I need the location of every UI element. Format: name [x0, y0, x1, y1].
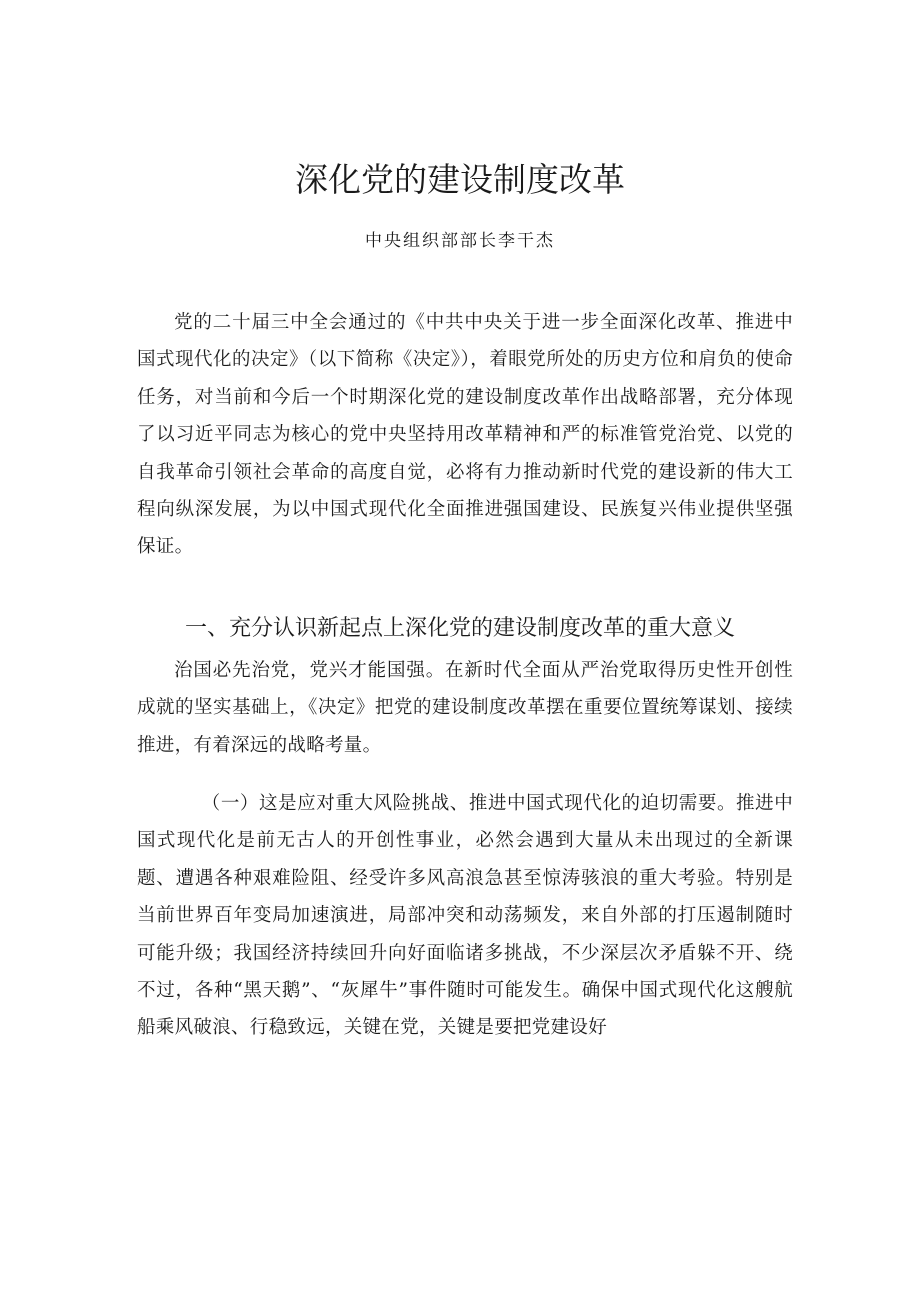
document-title: 深化党的建设制度改革 [295, 160, 625, 199]
intro-paragraph: 党的二十届三中全会通过的《中共中央关于进一步全面深化改革、推进中国式现代化的决定》（以下简称《决定》），着眼党所处的历史方位和肩负的使命任务，对当前和今后一个时期深化党的建设制度改革作出战略部署，充分体现了以习近平同志为核心的党中央坚持用改革精神和严的标准管党治党、以党的自我革命引领社会革命的高度自觉，必将有力推动新时代党的建设新的伟大工程向纵深发展，为以中国式现代化全面推进强国建设、民族复兴伟业提供坚强保证。 [137, 312, 793, 558]
section-heading: 一、充分认识新起点上深化党的建设制度改革的重大意义 [184, 616, 735, 641]
subsection-paragraph: （一）这是应对重大风险挑战、推进中国式现代化的迫切需要。推进中国式现代化是前无古人的开创性事业，必然会遇到大量从未出现过的全新课题、遭遇各种艰难险阻、经受许多风高浪急甚至惊涛骇浪的重大考验。特别是当前世界百年变局加速演进，局部冲突和动荡频发，来自外部的打压遏制随时可能升级；我国经济持续回升向好面临诸多挑战，不少深层次矛盾躲不开、绕不过，各种“黑天鹅”、“灰犀牛”事件随时可能发生。确保中国式现代化这艘航船乘风破浪、行稳致远，关键在党，关键是要把党建设好 [137, 793, 793, 1039]
document-author: 中央组织部部长李干杰 [365, 231, 555, 251]
section-body-paragraph: 治国必先治党，党兴才能国强。在新时代全面从严治党取得历史性开创性成就的坚实基础上，《决定》把党的建设制度改革摆在重要位置统筹谋划、接续推进，有着深远的战略考量。 [137, 660, 793, 756]
